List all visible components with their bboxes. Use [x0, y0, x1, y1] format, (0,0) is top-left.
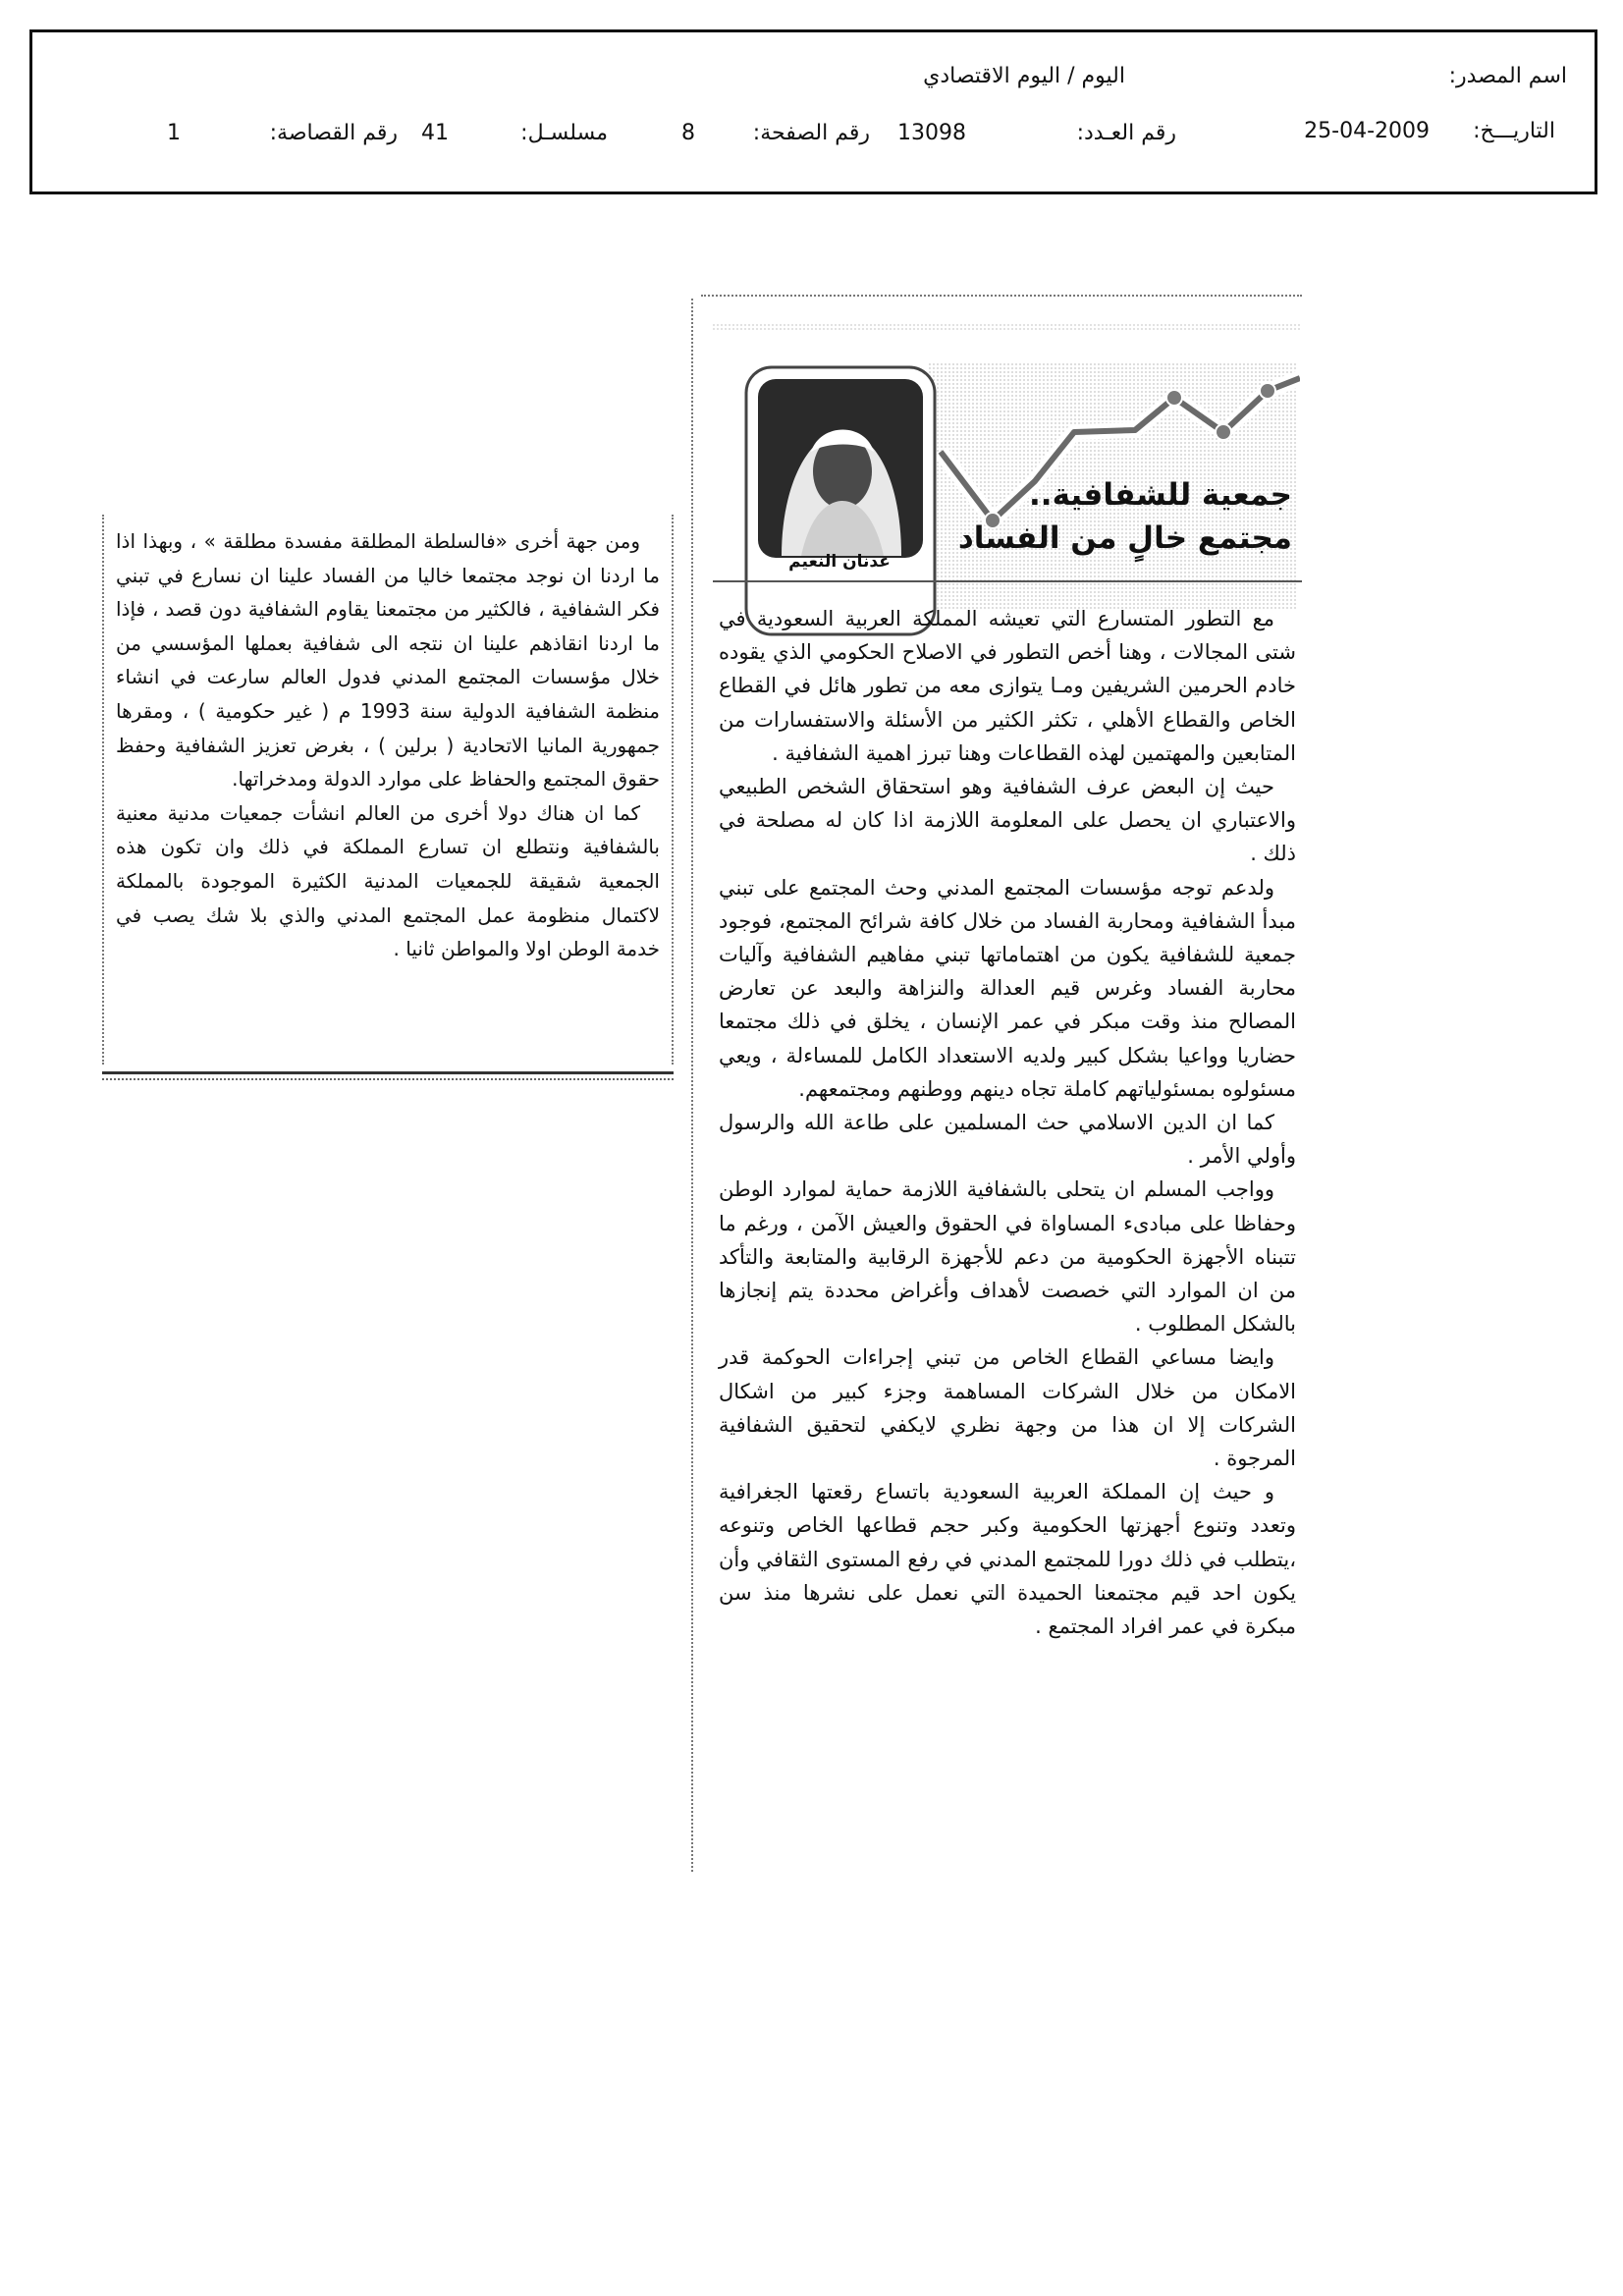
article-body	[719, 602, 1296, 1643]
continuation-column	[102, 515, 674, 1074]
page-value: 8	[681, 121, 695, 145]
continuation-body	[116, 524, 660, 966]
clip-value: 1	[167, 121, 181, 145]
column-side-rule	[691, 299, 693, 1872]
serial-label: مسلسـل:	[520, 121, 608, 145]
author-photo	[742, 363, 939, 638]
continuation-paragraph-2: كما ان هناك دولا أخرى من العالم انشأت جمعيات مدنية معنية بالشفافية ونتطلع ان تسارع المملكة في ذلك وان تكون هذه الجمعية شقيقة للجمعيات المدنية الكثيرة الموجودة بالمملكة لاكتمال منظومة عمل المجتمع المدني والذي بلا شك يصب في خدمة الوطن اولا والمواطن ثانيا .	[116, 800, 660, 961]
headline-line-1: جمعية للشفافية..	[1029, 477, 1292, 513]
article-banner	[713, 324, 1300, 619]
page-label: رقم الصفحة:	[752, 121, 870, 145]
article-paragraph-3: ولدعم توجه مؤسسات المجتمع المدني وحث المجتمع على تبني مبدأ الشفافية ومحاربة الفساد من خلال كافة شرائح المجتمع، فوجود جمعية للشفافية يكون من اهتماماتها تبني مفاهيم الشفافية وآليات محاربة الفساد وغرس قيم العدالة والنزاهة والبعد عن تعارض المصالح منذ وقت مبكر في عمر الإنسان ، يخلق في ذلك مجتمعا حضاريا وواعيا بشكل كبير ولديه الاستعداد الكامل للمساءلة ، ويعي مسئولوه بمسئولياتهم كاملة تجاه دينهم ووطنهم ومجتمعهم.	[719, 875, 1296, 1101]
article-paragraph-7: و حيث إن المملكة العربية السعودية باتساع رقعتها الجغرافية وتعدد وتنوع أجهزتها الحكومية وكبر حجم قطاعها الخاص وتنوعه ،يتطلب في ذلك دورا للمجتمع المدني في رفع المستوى الثقافي وأن يكون احد قيم مجتمعنا الحميدة التي نعمل على نشرها منذ سن مبكرة في عمر افراد المجتمع .	[719, 1480, 1296, 1639]
serial-value: 41	[421, 121, 449, 145]
article-paragraph-1: مع التطور المتسارع التي تعيشه المملكة العربية السعودية في شتى المجالات ، وهنا أخص التطور في الاصلاح الحكومي الذي يقوده خادم الحرمين الشريفين ومـا يتوازى معه من تطور هائل في القطاع الخاص والقطاع الأهلي ، تكثر الكثير من الأسئلة والاستفسارات من المتابعين والمهتمين لهذه القطاعات وهنا تبرز اهمية الشفافية .	[719, 607, 1296, 765]
source-label: اسم المصدر:	[1448, 64, 1567, 88]
article-paragraph-6: وايضا مساعي القطاع الخاص من تبني إجراءات الحوكمة قدر الامكان من خلال الشركات المساهمة وجزء كبير من اشكال الشركات إلا ان هذا من وجهة نظري لايكفي لتحقيق الشفافية المرجوة .	[719, 1345, 1296, 1471]
source-value: اليوم / اليوم الاقتصادي	[923, 64, 1125, 88]
date-label: التاريـــخ:	[1473, 119, 1555, 143]
continuation-paragraph-1: ومن جهة أخرى «فالسلطة المطلقة مفسدة مطلقة » ، وبهذا اذا ما اردنا ان نوجد مجتمعا خاليا من الفساد علينا ان نسارع في تبني فكر الشفافية ، فالكثير من مجتمعنا يقاوم الشفافية دون قصد ، فإذا ما اردنا انقاذهم علينا ان نتجه الى شفافية بعملها المؤسسي من خلال مؤسسات المجتمع المدني فدول العالم سارعت في انشاء منظمة الشفافية الدولية سنة 1993 م ( غير حكومية ) ، ومقرها جمهورية المانيا الاتحادية ( برلين ) ، بغرض تعزيز الشفافية وحفظ حقوق المجتمع والحفاظ على موارد الدولة ومدخراتها.	[116, 529, 660, 792]
issue-value: 13098	[897, 121, 966, 145]
article-paragraph-2: حيث إن البعض عرف الشفافية وهو استحقاق الشخص الطبيعي والاعتباري ان يحصل على المعلومة اللازمة اذا كان له مصلحة في ذلك .	[719, 775, 1296, 866]
article-paragraph-5: وواجب المسلم ان يتحلى بالشفافية اللازمة حماية لموارد الوطن وحفاظا على مبادىء المساواة في الحقوق والعيش الآمن ، ورغم ما تتبناه الأجهزة الحكومية من دعم للأجهزة الرقابية والمتابعة والتأكد من ان الموارد التي خصصت لأهداف وأغراض محددة يتم إنجازها بالشكل المطلوب .	[719, 1177, 1296, 1337]
column-top-rule	[701, 295, 1302, 297]
continuation-bottom-rule	[102, 1071, 674, 1074]
author-name: عدنان النعيم	[788, 552, 891, 572]
headline-line-2: مجتمع خالٍ من الفساد	[957, 520, 1292, 556]
date-value: 25-04-2009	[1304, 119, 1430, 143]
continuation-right-rule	[672, 515, 674, 1065]
article-column	[691, 295, 1302, 1872]
continuation-bottom-dotted-rule	[102, 1078, 674, 1080]
banner-divider	[713, 580, 1302, 582]
article-headline	[939, 473, 1292, 560]
issue-label: رقم العـدد:	[1076, 121, 1176, 145]
continuation-left-rule	[102, 515, 104, 1065]
clip-label: رقم القصاصة:	[269, 121, 398, 145]
document-header-box	[29, 29, 1597, 194]
article-paragraph-4: كما ان الدين الاسلامي حث المسلمين على طاعة الله والرسول وأولي الأمر .	[719, 1111, 1296, 1169]
